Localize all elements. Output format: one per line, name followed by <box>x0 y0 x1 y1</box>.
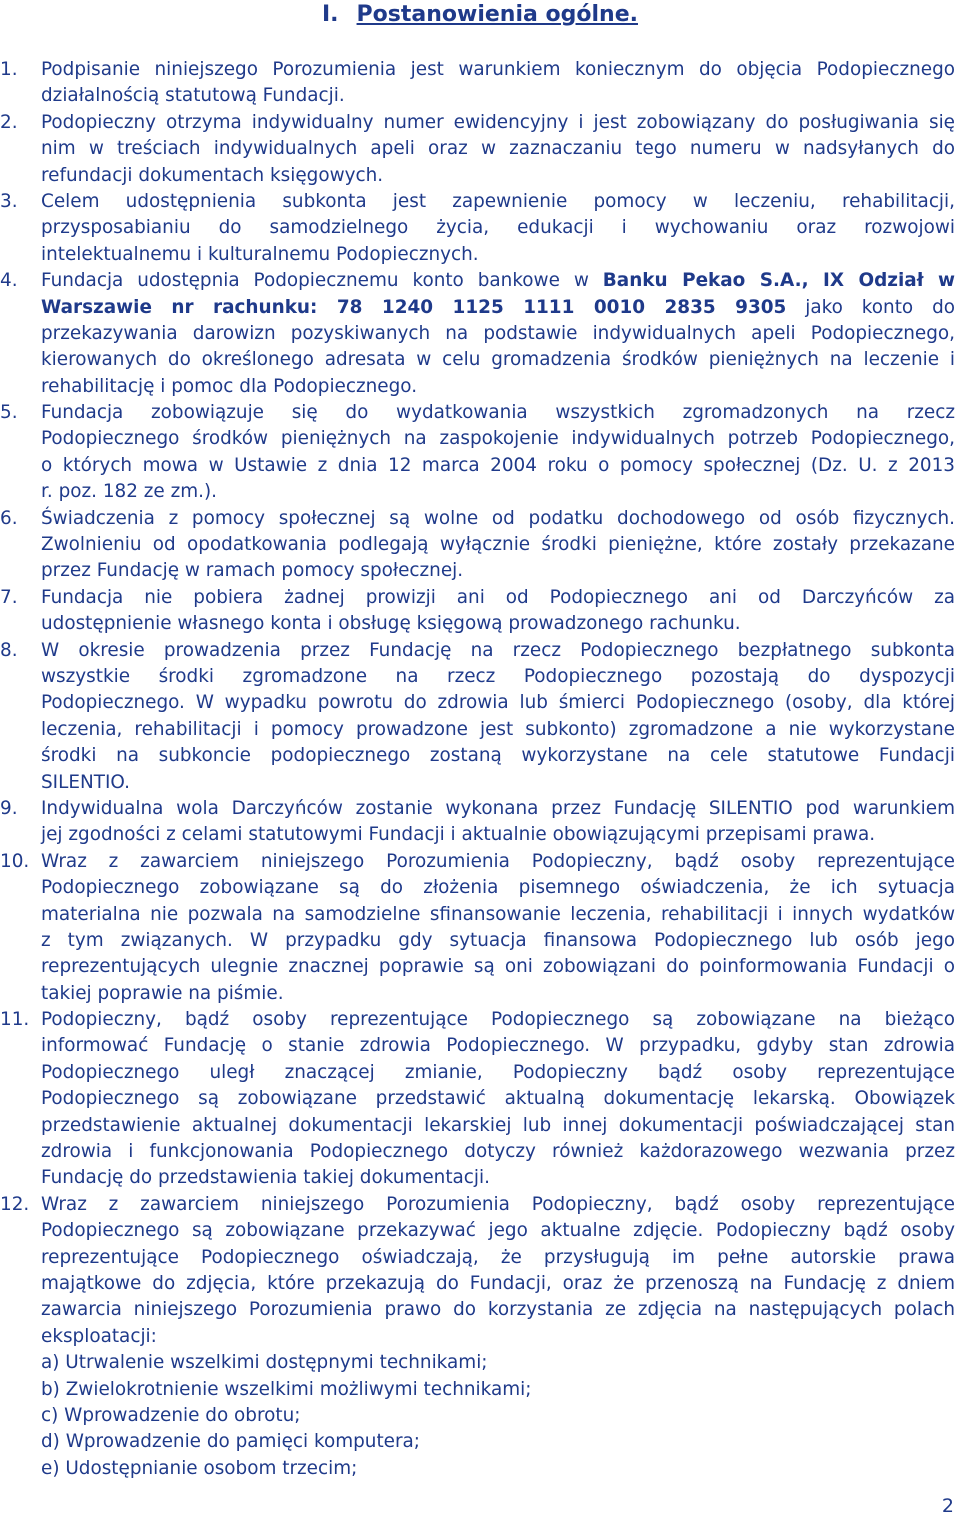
item-line: Fundację do przedstawienia takiej dokumentacji. <box>41 1167 490 1189</box>
account-number: Warszawie nr rachunku: 78 1240 1125 1111 0010 2835 9305 <box>41 296 787 318</box>
list-item <box>0 400 955 506</box>
item-line: majątkowe do zdjęcia, które przekazują do Fundacji, oraz że przenoszą na Fundację z dniem <box>41 1272 955 1294</box>
list-item <box>0 268 955 400</box>
list-item <box>0 110 955 189</box>
item-line: a) Utrwalenie wszelkimi dostępnymi technikami; <box>41 1352 488 1374</box>
item-number: 1. <box>0 59 18 80</box>
item-line: takiej poprawie na piśmie. <box>41 982 284 1004</box>
list-item <box>0 57 955 110</box>
item-number: 2. <box>0 111 18 133</box>
item-line: działalnością statutową Fundacji. <box>41 85 345 107</box>
item-line: Fundacja zobowiązuje się do wydatkowania wszystkich zgromadzonych na rzecz <box>41 402 955 424</box>
item-number: 7. <box>0 586 18 608</box>
item-line: materialna nie pozwala na samodzielne sfinansowanie leczenia, rehabilitacji i innych wydatków <box>41 903 955 925</box>
provisions-list <box>0 57 960 1482</box>
item-line: Podopiecznego zobowiązane są do złożenia pisemnego oświadczenia, że ich sytuacja <box>41 877 955 899</box>
item-line: środki na subkoncie podopiecznego zostaną wykorzystane na cele statutowe Fundacji <box>41 745 955 767</box>
item-number: 6. <box>0 507 18 529</box>
item-line: Fundacja nie pobiera żadnej prowizji ani od Podopiecznego ani od Darczyńców za <box>41 586 955 608</box>
item-line: udostępnienie własnego konta i obsługę księgową prowadzonego rachunku. <box>41 613 741 635</box>
item-line: r. poz. 182 ze zm.). <box>41 481 218 503</box>
item-number: 3. <box>0 190 18 212</box>
section-title: Postanowienia ogólne. <box>356 2 638 27</box>
item-line: e) Udostępnianie osobom trzecim; <box>41 1457 358 1479</box>
item-line: z tym związanych. W przypadku gdy sytuacja finansowa Podopiecznego lub osób jego <box>41 929 955 951</box>
item-line: d) Wprowadzenie do pamięci komputera; <box>41 1431 421 1453</box>
item-line: Podopiecznego. W wypadku powrotu do zdrowia lub śmierci Podopiecznego (osoby, dla której <box>41 692 955 714</box>
item-line: Wraz z zawarciem niniejszego Porozumienia Podopieczny, bądź osoby reprezentujące <box>41 850 955 872</box>
item-line: informować Fundację o stanie zdrowia Podopiecznego. W przypadku, gdyby stan zdrowia <box>41 1035 955 1057</box>
item-line: leczenia, rehabilitacji i pomocy prowadzone jest subkonto) zgromadzone a nie wykorzystane <box>41 718 955 740</box>
bank-name: Banku Pekao S.A., IX Odział w <box>602 270 955 292</box>
item-number: 4. <box>0 270 18 292</box>
item-line: intelektualnemu i kulturalnemu Podopiecznych. <box>41 243 479 265</box>
item-number: 5. <box>0 402 18 424</box>
list-item <box>0 849 955 1007</box>
item-line: SILENTIO. <box>41 771 130 793</box>
item-number: 11. <box>0 1009 30 1031</box>
item-line: wszystkie środki zgromadzone na rzecz Podopiecznego pozostają do dyspozycji <box>41 665 955 687</box>
item-line <box>41 268 955 294</box>
item-line: jej zgodności z celami statutowymi Fundacji i aktualnie obowiązującymi przepisami prawa. <box>41 824 876 846</box>
page-number: 2 <box>941 1495 954 1517</box>
item-line: przekazywania darowizn pozyskiwanych na podstawie indywidualnych apeli Podopiecznego, <box>41 322 955 344</box>
item-line: Podopiecznego środków pieniężnych na zaspokojenie indywidualnych potrzeb Podopiecznego, <box>41 428 955 450</box>
item-line: W okresie prowadzenia przez Fundację na rzecz Podopiecznego bezpłatnego subkonta <box>41 639 955 661</box>
list-item <box>0 189 955 268</box>
item-line: reprezentujące Podopiecznego oświadczają, że przysługują im pełne autorskie prawa <box>41 1246 955 1268</box>
item-line: rehabilitację i pomoc dla Podopiecznego. <box>41 375 418 397</box>
section-number: I. <box>322 2 339 27</box>
item-line: Podopiecznego są zobowiązane przekazywać jego aktualne zdjęcie. Podopieczny bądź osoby <box>41 1220 955 1242</box>
list-item <box>0 1007 955 1192</box>
item-line: przez Fundację w ramach pomocy społecznej. <box>41 560 464 582</box>
list-item <box>0 506 955 585</box>
item-line: o których mowa w Ustawie z dnia 12 marca 2004 roku o pomocy społecznej (Dz. U. z 2013 <box>41 454 955 476</box>
list-item <box>0 1192 955 1482</box>
item-line <box>41 295 955 321</box>
item-number: 9. <box>0 797 18 819</box>
item-line: Podopieczny otrzyma indywidualny numer ewidencyjny i jest zobowiązany do posługiwania się <box>41 111 955 133</box>
item-line: przysposabianiu do samodzielnego życia, edukacji i wychowaniu oraz rozwojowi <box>41 217 955 239</box>
item-line: nim w treściach indywidualnych apeli oraz w zaznaczaniu tego numeru w nadsyłanych do <box>41 138 955 160</box>
item-line: Podpisanie niniejszego Porozumienia jest warunkiem koniecznym do objęcia Podopiecznego <box>41 59 955 80</box>
item-line: Podopieczny, bądź osoby reprezentujące Podopiecznego są zobowiązane na bieżąco <box>41 1009 955 1031</box>
list-item <box>0 796 955 849</box>
item-line: przedstawienie aktualnej dokumentacji lekarskiej lub innej dokumentacji poświadczającej stan <box>41 1114 955 1136</box>
line-text: Fundacja udostępnia Podopiecznemu konto bankowe w <box>41 270 603 292</box>
item-number: 12. <box>0 1193 30 1215</box>
item-line: Indywidualna wola Darczyńców zostanie wykonana przez Fundację SILENTIO pod warunkiem <box>41 797 955 819</box>
item-line: Wraz z zawarciem niniejszego Porozumienia Podopieczny, bądź osoby reprezentujące <box>41 1193 955 1215</box>
item-line: reprezentujących ulegnie znacznej poprawie są oni zobowiązani do poinformowania Fundacji o <box>41 956 955 978</box>
list-item <box>0 585 955 638</box>
section-heading <box>0 0 960 30</box>
item-line: Podopiecznego są zobowiązane przedstawić aktualną dokumentację lekarską. Obowiązek <box>41 1088 955 1110</box>
item-number: 8. <box>0 639 18 661</box>
item-line: Podopiecznego uległ znaczącej zmianie, Podopieczny bądź osoby reprezentujące <box>41 1061 955 1083</box>
item-line: eksploatacji: <box>41 1325 157 1347</box>
item-line: refundacji dokumentach księgowych. <box>41 164 384 186</box>
item-line: Zwolnieniu od opodatkowania podlegają wyłącznie środki pieniężne, które zostały przekazane <box>41 534 955 556</box>
item-line: kierowanych do określonego adresata w celu gromadzenia środków pieniężnych na leczenie i <box>41 349 955 371</box>
line-text: jako konto do <box>786 296 956 318</box>
item-line: Celem udostępnienia subkonta jest zapewnienie pomocy w leczeniu, rehabilitacji, <box>41 190 955 212</box>
item-number: 10. <box>0 850 30 872</box>
item-line: Świadczenia z pomocy społecznej są wolne od podatku dochodowego od osób fizycznych. <box>41 507 955 529</box>
item-line: zdrowia i funkcjonowania Podopiecznego dotyczy również każdorazowego wezwania przez <box>41 1141 955 1163</box>
item-line: c) Wprowadzenie do obrotu; <box>41 1404 301 1426</box>
item-line: b) Zwielokrotnienie wszelkimi możliwymi technikami; <box>41 1378 532 1400</box>
list-item <box>0 638 955 796</box>
item-line: zawarcia niniejszego Porozumienia prawo do korzystania ze zdjęcia na następujących polach <box>41 1299 955 1321</box>
